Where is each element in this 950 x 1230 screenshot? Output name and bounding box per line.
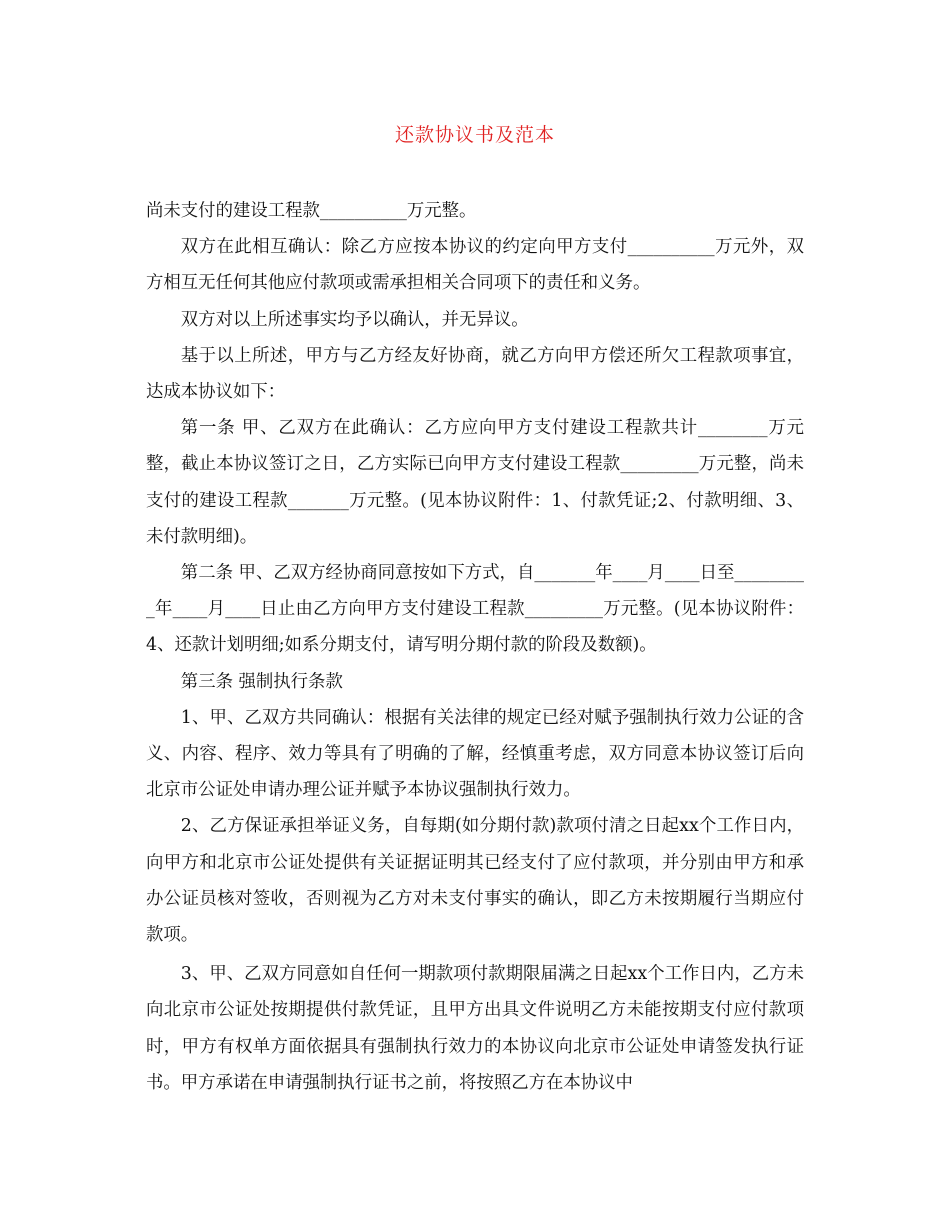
paragraph-continuation: 尚未支付的建设工程款__________万元整。 [146, 201, 477, 221]
paragraph-mutual-confirmation: 双方在此相互确认：除乙方应按本协议的约定向甲方支付__________万元外，双方相互无任何其他应付款项或需承担相关合同项下的责任和义务。 [146, 237, 804, 294]
paragraph-article-2: 第二条 甲、乙双方经协商同意按如下方式，自_______年____月____日至_________年____月____日止由乙方向甲方支付建设工程款_________万元整。(见本协议附件：4、还款计划明细;如系分期支付，请写明分期付款的阶段及数额)。 [146, 563, 804, 656]
paragraph-clause-1: 1、甲、乙双方共同确认：根据有关法律的规定已经对赋予强制执行效力公证的含义、内容、程序、效力等具有了明确的了解，经慎重考虑，双方同意本协议签订后向北京市公证处申请办理公证并赋予本协议强制执行效力。 [146, 707, 804, 801]
paragraph-clause-2: 2、乙方保证承担举证义务，自每期(如分期付款)款项付清之日起xx个工作日内，向甲方和北京市公证处提供有关证据证明其已经支付了应付款项，并分别由甲方和承办公证员核对签收，否则视为乙方对未支付事实的确认，即乙方未按期履行当期应付款项。 [146, 816, 804, 946]
paragraph-article-1: 第一条 甲、乙双方在此确认：乙方应向甲方支付建设工程款共计________万元整，截止本协议签订之日，乙方实际已向甲方支付建设工程款_________万元整，尚未支付的建设工程款_______万元整。(见本协议附件：1、付款凭证;2、付款明细、3、未付款明细)。 [146, 418, 804, 547]
document-title: 还款协议书及范本 [394, 124, 555, 146]
document-body [146, 193, 804, 1101]
paragraph-agreement-basis: 基于以上所述，甲方与乙方经友好协商，就乙方向甲方偿还所欠工程款项事宜，达成本协议如下： [146, 345, 804, 403]
paragraph-article-3-heading: 第三条 强制执行条款 [180, 671, 343, 692]
paragraph-clause-3: 3、甲、乙双方同意如自任何一期款项付款期限届满之日起xx个工作日内，乙方未向北京市公证处按期提供付款凭证，且甲方出具文件说明乙方未能按期支付应付款项时，甲方有权单方面依据具有强制执行效力的本协议向北京市公证处申请签发执行证书。甲方承诺在申请强制执行证书之前，将按照乙方在本协议中 [146, 964, 804, 1093]
paragraph-no-objection: 双方对以上所述事实均予以确认，并无异议。 [180, 309, 529, 330]
